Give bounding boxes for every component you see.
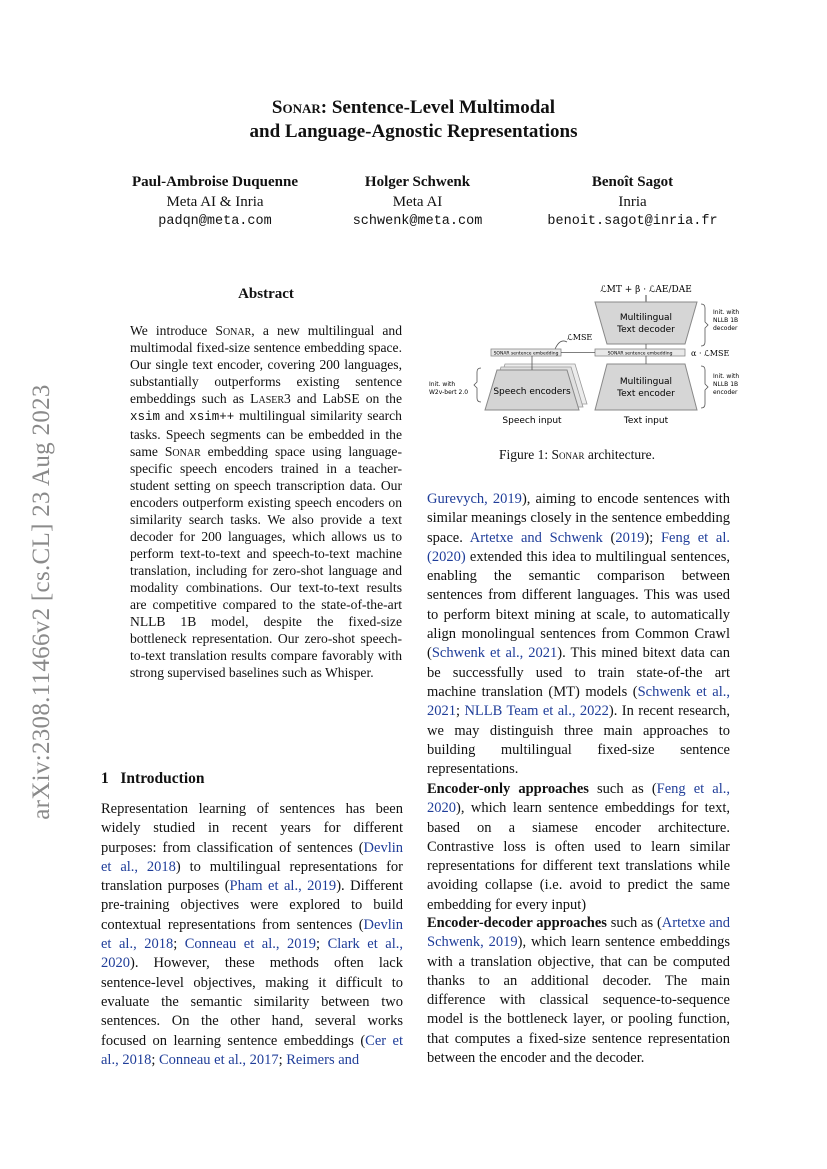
author-3 bbox=[525, 172, 740, 232]
abstract-body: We introduce Sonar, a new multilingual and multimodal fixed-size sentence embedding space. Our single text encoder, covering 200 languages, substantially outperforms existing sentence embeddings such as Laser3 and LabSE on the xsim and xsim++ multilingual similarity search tasks. Speech segments can be embedded in the same Sonar embedding space using language-specific speech encoders trained in a teacher-student setting on speech transcription data. Our encoders outperform existing speech encoders on similarity search tasks. We also provide a text decoder for 200 languages, which allows us to perform text-to-text and speech-to-text machine translation, including for zero-shot language and modality combinations. Our text-to-text results are competitive compared to the state-of-the-art NLLB 1B model, despite the fixed-size bottleneck representation. Our zero-shot speech-to-text translation results compare favorably with strong supervised baselines such as Whisper. bbox=[130, 323, 402, 680]
citation-link[interactable]: Schwenk et al., 2021 bbox=[431, 645, 558, 662]
init-nllb-decoder-2: NLLB 1B bbox=[713, 317, 739, 324]
paper-title bbox=[0, 96, 827, 144]
paragraph-heading: Encoder-only approaches bbox=[427, 781, 589, 797]
encoder-decoder-paragraph: Encoder-decoder approaches such as (Artetxe and Schwenk, 2019), which learn sentence embeddings with a translation objective, that can be computed thanks to an additional decoder. The main difference with classical sequence-to-sequence model is the bottleneck layer, or pooling function, that computes a fixed-size sentence representation between the encoder and the decoder. bbox=[427, 915, 730, 1067]
speech-input-label: Speech input bbox=[502, 416, 562, 426]
init-nllb-decoder-1: Init. with bbox=[713, 309, 740, 316]
author-email: benoit.sagot@inria.fr bbox=[547, 214, 718, 229]
figure-caption: Figure 1: Sonar architecture. bbox=[499, 447, 655, 462]
citation-link[interactable]: Conneau et al., 2017 bbox=[159, 1051, 279, 1068]
author-name: Benoît Sagot bbox=[591, 174, 674, 190]
loss-alpha-label: α · ℒMSE bbox=[691, 349, 730, 358]
right-column-paragraph: Gurevych, 2019), aiming to encode sentences with similar meanings closely in the sentence embedding space. Artetxe and Schwenk (2019); Feng et al. (2020) extended this idea to multilingual sentences, enabling the semantic comparison between sentences from different languages. This was used to perform bitext mining at scale, to automatically align monolingual sentences from Common Crawl (Schwenk et al., 2021). This mined bitext data can be successfully used to train state-of-the art machine translation (MT) models (Schwenk et al., 2021; NLLB Team et al., 2022). In recent research, we may distinguish three main approaches to building multilingual fixed-size sentence representations. bbox=[427, 491, 730, 778]
svg-text:SONAR sentence embedding: SONAR sentence embedding bbox=[493, 351, 559, 357]
init-nllb-encoder-2: NLLB 1B bbox=[713, 381, 739, 388]
speech-encoders-label: Speech encoders bbox=[493, 387, 571, 397]
author-name: Holger Schwenk bbox=[364, 174, 471, 190]
citation-link[interactable]: Devlin et al., 2018 bbox=[101, 839, 403, 875]
citation-link[interactable]: 2019 bbox=[615, 529, 645, 546]
title-line-1: Sonar: Sentence-Level Multimodal bbox=[271, 97, 556, 118]
citation-link[interactable]: Feng et al., 2020 bbox=[427, 781, 730, 817]
citation-link[interactable]: Cer et al., 2018 bbox=[101, 1032, 404, 1068]
author-email: schwenk@meta.com bbox=[352, 214, 483, 229]
citation-link[interactable]: Artetxe and Schwenk bbox=[469, 529, 603, 546]
intro-paragraph: Representation learning of sentences has been widely studied in recent years for different purposes: from classification of sentences (Devlin et al., 2018) to multilingual representations for translation purposes (Pham et al., 2019). Different pre-training objectives were explored to build contextual representations from sentences (Devlin et al., 2018; Conneau et al., 2019; Clark et al., 2020). However, these methods often lack sentence-level objectives, making it difficult to evaluate the semantic similarity between two sentences. On the other hand, several works focused on learning sentence embeddings (Cer et al., 2018; Conneau et al., 2017; Reimers and bbox=[101, 801, 404, 1068]
author-affiliation: Inria bbox=[618, 194, 647, 210]
encoder-only-paragraph: Encoder-only approaches such as (Feng et al., 2020), which learn sentence embeddings for text, based on a siamese encoder architecture. Contrastive loss is often used to learn similar representations for different text translations while avoiding collapse (i.e. avoid to predict the same embedding for every input) bbox=[427, 781, 730, 913]
author-1 bbox=[105, 172, 325, 232]
init-w2v-1: Init. with bbox=[429, 381, 456, 388]
loss-mse-label: ℒMSE bbox=[567, 333, 593, 342]
citation-link[interactable]: Feng et al. (2020) bbox=[427, 529, 730, 565]
arxiv-id: arXiv:2308.11466v2 [cs.CL] 23 Aug 2023 bbox=[28, 384, 55, 820]
author-email: padqn@meta.com bbox=[158, 214, 272, 229]
title-line-2: and Language-Agnostic Representations bbox=[249, 121, 578, 142]
svg-text:SONAR sentence embedding: SONAR sentence embedding bbox=[607, 351, 673, 357]
citation-link[interactable]: Pham et al., 2019 bbox=[229, 878, 337, 895]
citation-link[interactable]: NLLB Team et al., 2022 bbox=[464, 703, 609, 720]
text-decoder-block bbox=[595, 302, 697, 344]
citation-link[interactable]: Gurevych, 2019 bbox=[427, 491, 522, 507]
citation-link[interactable]: Schwenk et al., 2021 bbox=[427, 683, 730, 720]
text-input-label: Text input bbox=[623, 416, 669, 426]
citation-link[interactable]: Clark et al., 2020 bbox=[101, 936, 403, 972]
text-encoder-label-1: Multilingual bbox=[619, 377, 673, 387]
init-w2v-2: W2v-bert 2.0 bbox=[429, 389, 469, 396]
citation-link[interactable]: Conneau et al., 2019 bbox=[184, 936, 317, 953]
citation-link[interactable]: Artetxe and Schwenk, 2019 bbox=[427, 915, 730, 951]
text-encoder-label-2: Text encoder bbox=[617, 389, 675, 399]
author-2 bbox=[320, 172, 515, 232]
author-affiliation: Meta AI bbox=[392, 194, 443, 210]
decoder-label-2: Text decoder bbox=[617, 325, 675, 335]
citation-link[interactable]: Devlin et al., 2018 bbox=[101, 916, 403, 953]
paragraph-heading: Encoder-decoder approaches bbox=[427, 915, 607, 931]
text-encoder-block bbox=[595, 364, 697, 410]
abstract-heading: Abstract bbox=[238, 286, 294, 302]
author-affiliation: Meta AI & Inria bbox=[166, 194, 264, 210]
loss-total-label: ℒMT + β · ℒAE/DAE bbox=[600, 285, 692, 295]
figure-sonar-architecture bbox=[415, 280, 740, 430]
author-name: Paul-Ambroise Duquenne bbox=[132, 174, 298, 190]
citation-link[interactable]: Reimers and bbox=[286, 1051, 360, 1068]
init-nllb-decoder-3: decoder bbox=[713, 325, 738, 332]
init-nllb-encoder-3: encoder bbox=[713, 389, 738, 396]
init-nllb-encoder-1: Init. with bbox=[713, 373, 740, 380]
decoder-label-1: Multilingual bbox=[619, 313, 673, 323]
arxiv-sidebar bbox=[14, 352, 70, 852]
section-heading-introduction: 1 Introduction bbox=[101, 770, 205, 787]
